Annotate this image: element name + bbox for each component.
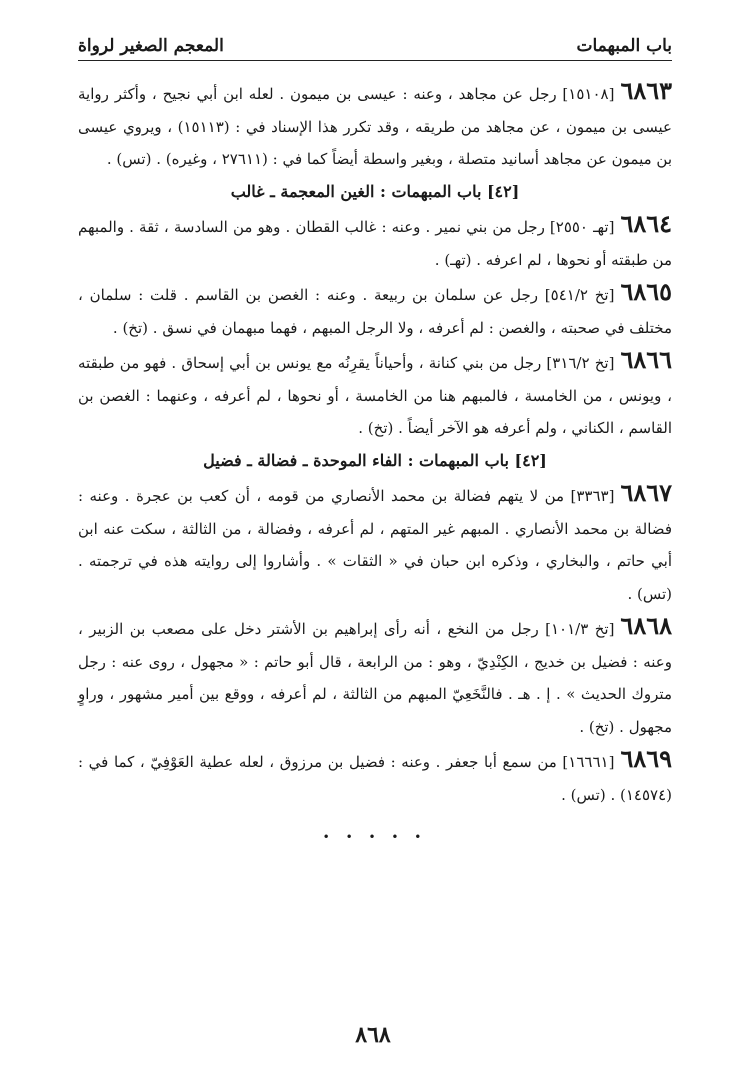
entry — [78, 208, 672, 276]
entry — [78, 276, 672, 344]
end-dots: • • • • • — [322, 830, 428, 844]
entry — [78, 610, 672, 743]
entry-number: ٦٨٦٤ — [620, 209, 672, 238]
entry-text: [تخ ١٠١/٣] رجل من النخع ، أنه رأى إبراهيم بن الأشتر دخل على مصعب بن الزبير ، وعنه : فضيل بن خديج ، الكِنْدِيّ ، وهو : من الرابعة ، قال أبو حاتم : « مجهول ، روى عنه : رجل متروك الحديث » . إ . هـ . فالنَّخَعِيّ المبهم من الثالثة ، لم أعرفه ، ووقع بين أمير مشهور ، وراوٍ مجهول . (تخ) . — [78, 620, 672, 736]
entry-text: [١٥١٠٨] رجل عن مجاهد ، وعنه : عيسى بن ميمون . لعله ابن أبي نجيح ، وأكثر رواية عيسى بن ميمون ، عن مجاهد من طريقه ، وقد تكرر هذا الإسناد في : (١٥١١٣) ، ويروي عيسى بن ميمون عن مجاهد أسانيد متصلة ، وبغير واسطة أيضاً كما في : (٢٧٦١١ ، وغيره) . (تس) . — [78, 85, 672, 168]
entry-text: [تخ ٣١٦/٢] رجل من بني كنانة ، وأحياناً يقرِنُه مع يونس بن أبي إسحاق . فهو من طبقته ، ويونس ، من الخامسة ، فالمبهم هنا من الخامسة ، أو نحوها ، لم أعرفه ، وعنهما : الغصن بن القاسم ، الكناني ، ولم أعرفه هو الآخر أيضاً . (تخ) . — [78, 354, 672, 437]
entry-text: [١٦٦٦١] من سمع أبا جعفر . وعنه : فضيل بن مرزوق ، لعله عطية العَوْفِيّ ، كما في : (١٤٥٧٤) . (تس) . — [78, 753, 672, 804]
entry-text: [تخ ٥٤١/٢] رجل عن سلمان بن ربيعة . وعنه : الغصن بن القاسم . قلت : سلمان ، مختلف في صحبته ، والغصن : لم أعرفه ، ولا الرجل المبهم ، فهما مبهمان في نسق . (تخ) . — [78, 286, 672, 337]
page-body — [78, 75, 672, 854]
entry-text: [تهـ ٢٥٥٠] رجل من بني نمير . وعنه : غالب القطان . وهو من السادسة ، ثقة . والمبهم من طبقته أو نحوها ، لم اعرفه . (تهـ) . — [78, 218, 672, 269]
entry-number: ٦٨٦٨ — [620, 611, 672, 640]
header-section-title: باب المبهمات — [576, 36, 672, 56]
page-number: ٨٦٨ — [355, 1022, 391, 1048]
page — [78, 30, 672, 854]
section-heading: [٤٢] باب المبهمات : الفاء الموحدة ـ فضالة ـ فضيل — [203, 450, 547, 470]
entry — [78, 743, 672, 811]
running-header — [78, 30, 672, 61]
header-book-title: المعجم الصغير لرواة — [78, 36, 224, 56]
entry-number: ٦٨٦٥ — [620, 277, 672, 306]
entry-number: ٦٨٦٦ — [620, 345, 672, 374]
entry-number: ٦٨٦٧ — [620, 478, 672, 507]
entry — [78, 477, 672, 610]
entry-number: ٦٨٦٣ — [620, 76, 672, 105]
entry-number: ٦٨٦٩ — [620, 744, 672, 773]
entry-text: [٣٣٦٣] من لا يتهم فضالة بن محمد الأنصاري من قومه ، أن كعب بن عجرة . وعنه : فضالة بن محمد الأنصاري . المبهم غير المتهم ، لم أعرفه ، وفضالة ، من الثالثة ، سكت عنه ابن أبي حاتم ، والبخاري ، وذكره ابن حبان في « الثقات » . وأشاروا إلى روايته هذه في ترجمته . (تس) . — [78, 487, 672, 603]
section-heading: [٤٢] باب المبهمات : الغين المعجمة ـ غالب — [230, 181, 520, 201]
entry — [78, 75, 672, 176]
entry — [78, 344, 672, 445]
